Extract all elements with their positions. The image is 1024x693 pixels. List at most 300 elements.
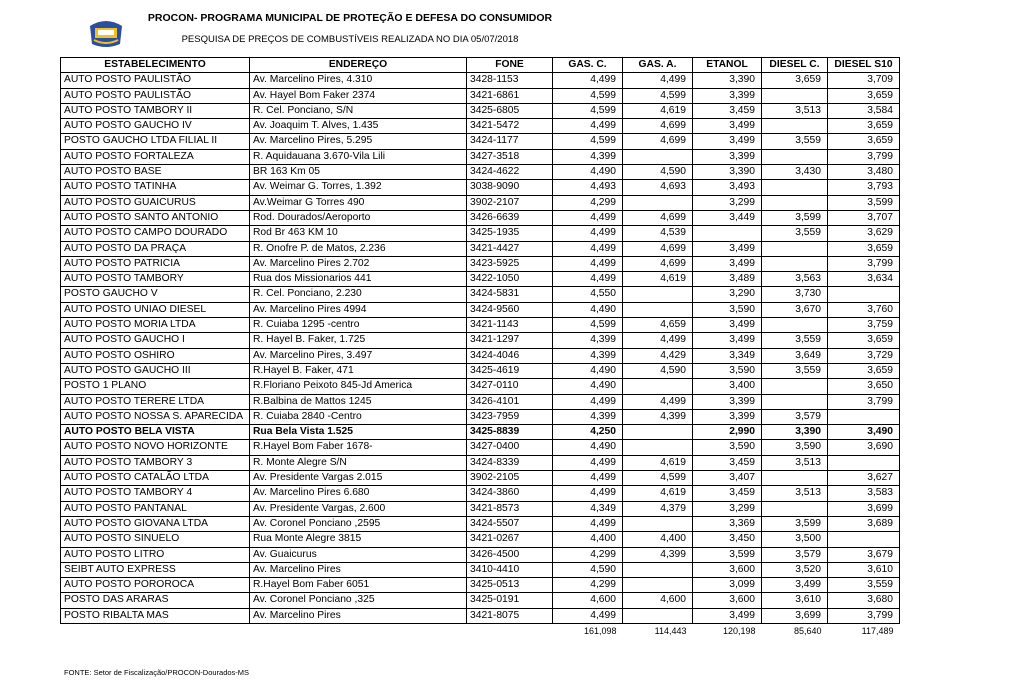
- cell-establishment: AUTO POSTO MORIA LTDA: [61, 318, 250, 333]
- table-row: [61, 379, 900, 394]
- cell-diesel-common: [762, 379, 828, 394]
- table-row: [61, 471, 900, 486]
- cell-gas-additive: 4,699: [623, 210, 693, 225]
- cell-ethanol: 3,590: [693, 363, 762, 378]
- cell-phone: 3421-4427: [467, 241, 553, 256]
- cell-gas-additive: 4,379: [623, 501, 693, 516]
- cell-ethanol: [693, 226, 762, 241]
- cell-establishment: AUTO POSTO PATRICIA: [61, 256, 250, 271]
- cell-gas-common: 4,499: [553, 241, 623, 256]
- total-gas-additive: 114,443: [654, 625, 687, 636]
- cell-ethanol: 3,499: [693, 241, 762, 256]
- cell-gas-additive: 4,599: [623, 88, 693, 103]
- cell-phone: 3423-5925: [467, 256, 553, 271]
- cell-diesel-s10: 3,610: [828, 562, 900, 577]
- table-row: [61, 119, 900, 134]
- table-row: [61, 333, 900, 348]
- cell-address: Av. Weimar G. Torres, 1.392: [250, 180, 467, 195]
- cell-establishment: AUTO POSTO SINUELO: [61, 532, 250, 547]
- total-diesel-common: 85,640: [793, 625, 822, 636]
- cell-gas-common: 4,349: [553, 501, 623, 516]
- cell-establishment: AUTO POSTO LITRO: [61, 547, 250, 562]
- cell-diesel-common: 3,579: [762, 409, 828, 424]
- cell-ethanol: 3,499: [693, 256, 762, 271]
- table-row: [61, 318, 900, 333]
- cell-establishment: AUTO POSTO FORTALEZA: [61, 149, 250, 164]
- cell-gas-common: 4,499: [553, 608, 623, 623]
- cell-ethanol: 3,399: [693, 88, 762, 103]
- cell-ethanol: 3,459: [693, 455, 762, 470]
- table-row: [61, 302, 900, 317]
- table-row: [61, 134, 900, 149]
- cell-phone: 3424-4622: [467, 165, 553, 180]
- cell-gas-additive: 4,619: [623, 272, 693, 287]
- cell-diesel-s10: 3,659: [828, 333, 900, 348]
- cell-phone: 3421-6861: [467, 88, 553, 103]
- column-header-diesel-s10: DIESEL S10: [828, 58, 900, 73]
- cell-gas-common: 4,490: [553, 379, 623, 394]
- table-row: [61, 272, 900, 287]
- cell-diesel-s10: 3,680: [828, 593, 900, 608]
- cell-diesel-common: 3,563: [762, 272, 828, 287]
- cell-diesel-s10: 3,650: [828, 379, 900, 394]
- cell-phone: 3424-9560: [467, 302, 553, 317]
- cell-diesel-common: 3,559: [762, 363, 828, 378]
- cell-gas-common: 4,499: [553, 119, 623, 134]
- cell-diesel-s10: 3,584: [828, 103, 900, 118]
- cell-diesel-common: 3,659: [762, 73, 828, 88]
- cell-ethanol: 3,369: [693, 516, 762, 531]
- cell-ethanol: 3,400: [693, 379, 762, 394]
- cell-establishment: POSTO GAUCHO LTDA FILIAL II: [61, 134, 250, 149]
- cell-diesel-s10: 3,629: [828, 226, 900, 241]
- cell-gas-additive: [623, 578, 693, 593]
- cell-gas-additive: 4,600: [623, 593, 693, 608]
- cell-ethanol: 3,599: [693, 547, 762, 562]
- cell-diesel-common: 3,500: [762, 532, 828, 547]
- cell-gas-common: 4,590: [553, 562, 623, 577]
- cell-gas-additive: 4,499: [623, 73, 693, 88]
- cell-establishment: AUTO POSTO BELA VISTA: [61, 425, 250, 440]
- cell-establishment: AUTO POSTO UNIAO DIESEL: [61, 302, 250, 317]
- cell-establishment: AUTO POSTO TAMBORY: [61, 272, 250, 287]
- cell-establishment: AUTO POSTO PAULISTÃO: [61, 88, 250, 103]
- total-address: [250, 623, 467, 638]
- table-row: [61, 516, 900, 531]
- cell-diesel-s10: 3,627: [828, 471, 900, 486]
- cell-gas-common: 4,299: [553, 547, 623, 562]
- table-row: [61, 348, 900, 363]
- table-row: [61, 149, 900, 164]
- cell-gas-common: 4,550: [553, 287, 623, 302]
- cell-address: R. Onofre P. de Matos, 2.236: [250, 241, 467, 256]
- cell-diesel-s10: 3,559: [828, 578, 900, 593]
- cell-address: R. Cuiaba 1295 -centro: [250, 318, 467, 333]
- cell-address: R. Cel. Ponciano, S/N: [250, 103, 467, 118]
- cell-gas-additive: [623, 379, 693, 394]
- cell-diesel-common: 3,559: [762, 134, 828, 149]
- cell-diesel-common: [762, 180, 828, 195]
- cell-address: R.Floriano Peixoto 845-Jd America: [250, 379, 467, 394]
- cell-diesel-s10: 3,699: [828, 501, 900, 516]
- cell-gas-common: 4,490: [553, 363, 623, 378]
- table-row: [61, 241, 900, 256]
- cell-diesel-s10: 3,793: [828, 180, 900, 195]
- cell-diesel-common: [762, 394, 828, 409]
- cell-gas-common: 4,399: [553, 149, 623, 164]
- cell-address: Av. Marcelino Pires, 4.310: [250, 73, 467, 88]
- cell-phone: 3426-4500: [467, 547, 553, 562]
- cell-gas-additive: 4,499: [623, 394, 693, 409]
- cell-gas-common: 4,499: [553, 226, 623, 241]
- document-title: PROCON- PROGRAMA MUNICIPAL DE PROTEÇÃO E DEFESA DO CONSUMIDOR: [147, 12, 553, 24]
- cell-establishment: AUTO POSTO GAUCHO IV: [61, 119, 250, 134]
- cell-diesel-s10: 3,659: [828, 241, 900, 256]
- cell-diesel-common: [762, 318, 828, 333]
- table-row: [61, 608, 900, 623]
- table-row: [61, 103, 900, 118]
- cell-ethanol: 3,450: [693, 532, 762, 547]
- cell-address: Rod Br 463 KM 10: [250, 226, 467, 241]
- cell-phone: 3425-0191: [467, 593, 553, 608]
- cell-address: R.Hayel Bom Faber 6051: [250, 578, 467, 593]
- cell-diesel-s10: 3,659: [828, 363, 900, 378]
- cell-address: Rod. Dourados/Aeroporto: [250, 210, 467, 225]
- cell-address: Av. Joaquim T. Alves, 1.435: [250, 119, 467, 134]
- cell-gas-additive: [623, 149, 693, 164]
- cell-gas-additive: 4,619: [623, 103, 693, 118]
- cell-phone: 3410-4410: [467, 562, 553, 577]
- cell-gas-additive: 4,399: [623, 547, 693, 562]
- cell-address: BR 163 Km 05: [250, 165, 467, 180]
- cell-diesel-common: 3,559: [762, 333, 828, 348]
- cell-establishment: AUTO POSTO TERERE LTDA: [61, 394, 250, 409]
- column-header-establishment: ESTABELECIMENTO: [61, 58, 250, 73]
- cell-ethanol: 3,499: [693, 134, 762, 149]
- cell-diesel-common: 3,610: [762, 593, 828, 608]
- cell-phone: 3424-8339: [467, 455, 553, 470]
- cell-diesel-common: 3,579: [762, 547, 828, 562]
- cell-gas-additive: 4,590: [623, 165, 693, 180]
- cell-address: Av. Marcelino Pires: [250, 562, 467, 577]
- cell-diesel-s10: 3,583: [828, 486, 900, 501]
- cell-address: Av. Coronel Ponciano ,325: [250, 593, 467, 608]
- cell-diesel-s10: 3,689: [828, 516, 900, 531]
- cell-diesel-common: 3,670: [762, 302, 828, 317]
- total-phone: [467, 623, 553, 638]
- cell-address: Av. Presidente Vargas 2.015: [250, 471, 467, 486]
- cell-gas-additive: 4,539: [623, 226, 693, 241]
- table-row: [61, 363, 900, 378]
- cell-establishment: AUTO POSTO SANTO ANTONIO: [61, 210, 250, 225]
- cell-address: Av. Presidente Vargas, 2.600: [250, 501, 467, 516]
- cell-establishment: AUTO POSTO NOVO HORIZONTE: [61, 440, 250, 455]
- cell-ethanol: 2,990: [693, 425, 762, 440]
- cell-phone: 3425-8839: [467, 425, 553, 440]
- cell-address: R.Hayel Bom Faber 1678-: [250, 440, 467, 455]
- cell-phone: 3427-0400: [467, 440, 553, 455]
- cell-ethanol: 3,499: [693, 333, 762, 348]
- cell-diesel-s10: [828, 287, 900, 302]
- cell-phone: 3425-4619: [467, 363, 553, 378]
- cell-establishment: AUTO POSTO TAMBORY 3: [61, 455, 250, 470]
- cell-phone: 3421-8573: [467, 501, 553, 516]
- cell-gas-additive: [623, 302, 693, 317]
- cell-gas-additive: 4,659: [623, 318, 693, 333]
- cell-phone: 3424-4046: [467, 348, 553, 363]
- cell-establishment: AUTO POSTO TAMBORY II: [61, 103, 250, 118]
- cell-gas-additive: [623, 195, 693, 210]
- cell-phone: 3425-1935: [467, 226, 553, 241]
- cell-diesel-common: 3,590: [762, 440, 828, 455]
- cell-ethanol: 3,290: [693, 287, 762, 302]
- cell-diesel-common: [762, 88, 828, 103]
- cell-phone: 3421-1143: [467, 318, 553, 333]
- cell-establishment: POSTO GAUCHO V: [61, 287, 250, 302]
- cell-phone: 3421-5472: [467, 119, 553, 134]
- cell-establishment: SEIBT AUTO EXPRESS: [61, 562, 250, 577]
- cell-phone: 3426-6639: [467, 210, 553, 225]
- cell-address: R. Hayel B. Faker, 1.725: [250, 333, 467, 348]
- cell-diesel-s10: 3,760: [828, 302, 900, 317]
- cell-establishment: AUTO POSTO NOSSA S. APARECIDA: [61, 409, 250, 424]
- cell-gas-common: 4,490: [553, 165, 623, 180]
- cell-diesel-common: 3,520: [762, 562, 828, 577]
- cell-diesel-s10: 3,490: [828, 425, 900, 440]
- cell-ethanol: 3,600: [693, 593, 762, 608]
- cell-address: Av. Marcelino Pires 4994: [250, 302, 467, 317]
- table-row: [61, 593, 900, 608]
- cell-establishment: POSTO RIBALTA MAS: [61, 608, 250, 623]
- cell-phone: 3427-0110: [467, 379, 553, 394]
- cell-gas-common: 4,499: [553, 394, 623, 409]
- cell-gas-common: 4,490: [553, 440, 623, 455]
- cell-phone: 3421-8075: [467, 608, 553, 623]
- cell-gas-additive: 4,699: [623, 256, 693, 271]
- cell-phone: 3902-2105: [467, 471, 553, 486]
- cell-address: Rua Monte Alegre 3815: [250, 532, 467, 547]
- cell-diesel-s10: [828, 532, 900, 547]
- cell-address: Av. Marcelino Pires, 3.497: [250, 348, 467, 363]
- cell-address: Rua dos Missionarios 441: [250, 272, 467, 287]
- cell-establishment: POSTO 1 PLANO: [61, 379, 250, 394]
- table-row: [61, 547, 900, 562]
- table-row: [61, 501, 900, 516]
- table-row: [61, 73, 900, 88]
- column-header-phone: FONE: [467, 58, 553, 73]
- cell-ethanol: 3,499: [693, 608, 762, 623]
- cell-address: Av. Hayel Bom Faker 2374: [250, 88, 467, 103]
- table-row: [61, 226, 900, 241]
- column-header-address: ENDEREÇO: [250, 58, 467, 73]
- cell-gas-common: 4,499: [553, 455, 623, 470]
- cell-gas-additive: 4,619: [623, 455, 693, 470]
- cell-phone: 3421-0267: [467, 532, 553, 547]
- cell-gas-common: 4,499: [553, 73, 623, 88]
- cell-gas-common: 4,399: [553, 409, 623, 424]
- cell-gas-additive: [623, 425, 693, 440]
- cell-gas-common: 4,499: [553, 516, 623, 531]
- cell-gas-additive: 4,429: [623, 348, 693, 363]
- cell-diesel-common: [762, 256, 828, 271]
- cell-establishment: AUTO POSTO OSHIRO: [61, 348, 250, 363]
- cell-diesel-s10: [828, 409, 900, 424]
- cell-diesel-common: 3,599: [762, 516, 828, 531]
- cell-phone: 3421-1297: [467, 333, 553, 348]
- cell-diesel-s10: 3,729: [828, 348, 900, 363]
- cell-diesel-s10: 3,659: [828, 134, 900, 149]
- table-row: [61, 455, 900, 470]
- table-row: [61, 425, 900, 440]
- cell-diesel-common: 3,649: [762, 348, 828, 363]
- cell-establishment: AUTO POSTO TATINHA: [61, 180, 250, 195]
- cell-gas-common: 4,600: [553, 593, 623, 608]
- cell-phone: 3425-6805: [467, 103, 553, 118]
- cell-diesel-s10: 3,707: [828, 210, 900, 225]
- cell-establishment: AUTO POSTO PAULISTÃO: [61, 73, 250, 88]
- totals-row: [61, 623, 900, 638]
- cell-gas-additive: 4,590: [623, 363, 693, 378]
- cell-diesel-s10: [828, 455, 900, 470]
- cell-diesel-common: 3,559: [762, 226, 828, 241]
- cell-diesel-common: 3,499: [762, 578, 828, 593]
- cell-gas-additive: 4,400: [623, 532, 693, 547]
- cell-diesel-s10: 3,634: [828, 272, 900, 287]
- cell-diesel-common: 3,599: [762, 210, 828, 225]
- cell-address: R. Cel. Ponciano, 2.230: [250, 287, 467, 302]
- cell-gas-additive: [623, 516, 693, 531]
- cell-ethanol: 3,590: [693, 302, 762, 317]
- cell-ethanol: 3,390: [693, 165, 762, 180]
- total-ethanol: 120,198: [722, 625, 756, 636]
- cell-ethanol: 3,099: [693, 578, 762, 593]
- cell-ethanol: 3,459: [693, 486, 762, 501]
- cell-ethanol: 3,459: [693, 103, 762, 118]
- cell-ethanol: 3,390: [693, 73, 762, 88]
- cell-diesel-common: 3,513: [762, 486, 828, 501]
- cell-diesel-common: [762, 119, 828, 134]
- cell-establishment: AUTO POSTO CAMPO DOURADO: [61, 226, 250, 241]
- cell-diesel-s10: 3,690: [828, 440, 900, 455]
- cell-ethanol: 3,407: [693, 471, 762, 486]
- table-row: [61, 256, 900, 271]
- cell-establishment: AUTO POSTO POROROCA: [61, 578, 250, 593]
- cell-establishment: AUTO POSTO GAUCHO I: [61, 333, 250, 348]
- table-row: [61, 532, 900, 547]
- cell-gas-common: 4,399: [553, 333, 623, 348]
- cell-gas-additive: 4,699: [623, 134, 693, 149]
- cell-establishment: AUTO POSTO GAUCHO III: [61, 363, 250, 378]
- cell-phone: 3424-3860: [467, 486, 553, 501]
- cell-ethanol: 3,449: [693, 210, 762, 225]
- table-header-row: [61, 58, 900, 73]
- cell-phone: 3423-7959: [467, 409, 553, 424]
- cell-gas-additive: 4,399: [623, 409, 693, 424]
- cell-ethanol: 3,349: [693, 348, 762, 363]
- cell-gas-common: 4,599: [553, 318, 623, 333]
- cell-gas-common: 4,400: [553, 532, 623, 547]
- table-row: [61, 394, 900, 409]
- cell-phone: 3424-5507: [467, 516, 553, 531]
- cell-ethanol: 3,299: [693, 195, 762, 210]
- cell-gas-common: 4,599: [553, 134, 623, 149]
- cell-ethanol: 3,399: [693, 394, 762, 409]
- cell-ethanol: 3,399: [693, 149, 762, 164]
- cell-establishment: AUTO POSTO PANTANAL: [61, 501, 250, 516]
- cell-diesel-common: [762, 501, 828, 516]
- cell-phone: 3038-9090: [467, 180, 553, 195]
- cell-address: Av. Guaicurus: [250, 547, 467, 562]
- cell-gas-common: 4,499: [553, 486, 623, 501]
- cell-phone: 3424-5831: [467, 287, 553, 302]
- cell-ethanol: 3,299: [693, 501, 762, 516]
- cell-diesel-s10: 3,480: [828, 165, 900, 180]
- cell-address: R. Cuiaba 2840 -Centro: [250, 409, 467, 424]
- cell-address: R.Hayel B. Faker, 471: [250, 363, 467, 378]
- cell-diesel-common: 3,430: [762, 165, 828, 180]
- cell-diesel-common: 3,699: [762, 608, 828, 623]
- cell-diesel-common: 3,390: [762, 425, 828, 440]
- cell-ethanol: 3,590: [693, 440, 762, 455]
- column-header-diesel-common: DIESEL C.: [762, 58, 828, 73]
- cell-address: Av. Marcelino Pires: [250, 608, 467, 623]
- cell-phone: 3424-1177: [467, 134, 553, 149]
- cell-diesel-s10: 3,799: [828, 256, 900, 271]
- cell-gas-additive: 4,599: [623, 471, 693, 486]
- source-footer: FONTE: Setor de Fiscalização/PROCON-Dourados-MS: [64, 668, 250, 677]
- cell-ethanol: 3,499: [693, 318, 762, 333]
- cell-gas-additive: 4,499: [623, 333, 693, 348]
- cell-gas-common: 4,499: [553, 272, 623, 287]
- cell-gas-additive: 4,699: [623, 119, 693, 134]
- cell-diesel-s10: 3,659: [828, 119, 900, 134]
- cell-diesel-common: [762, 241, 828, 256]
- table-row: [61, 180, 900, 195]
- cell-establishment: AUTO POSTO GIOVANA LTDA: [61, 516, 250, 531]
- cell-diesel-s10: 3,759: [828, 318, 900, 333]
- cell-address: R. Monte Alegre S/N: [250, 455, 467, 470]
- cell-address: Av.Weimar G Torres 490: [250, 195, 467, 210]
- cell-gas-common: 4,599: [553, 88, 623, 103]
- cell-gas-additive: [623, 287, 693, 302]
- cell-diesel-common: 3,513: [762, 103, 828, 118]
- table-row: [61, 210, 900, 225]
- cell-diesel-common: 3,513: [762, 455, 828, 470]
- cell-diesel-s10: 3,679: [828, 547, 900, 562]
- cell-establishment: AUTO POSTO BASE: [61, 165, 250, 180]
- cell-phone: 3422-1050: [467, 272, 553, 287]
- cell-gas-additive: [623, 608, 693, 623]
- cell-establishment: POSTO DAS ARARAS: [61, 593, 250, 608]
- cell-address: Av. Coronel Ponciano ,2595: [250, 516, 467, 531]
- document-subtitle: PESQUISA DE PREÇOS DE COMBUSTÍVEIS REALIZADA NO DIA 05/07/2018: [181, 34, 519, 45]
- cell-diesel-s10: 3,709: [828, 73, 900, 88]
- total-establishment: [61, 623, 250, 638]
- table-row: [61, 486, 900, 501]
- cell-gas-additive: 4,693: [623, 180, 693, 195]
- cell-gas-common: 4,490: [553, 302, 623, 317]
- cell-gas-common: 4,599: [553, 103, 623, 118]
- cell-gas-common: 4,250: [553, 425, 623, 440]
- cell-diesel-common: [762, 471, 828, 486]
- cell-ethanol: 3,493: [693, 180, 762, 195]
- cell-gas-common: 4,299: [553, 578, 623, 593]
- column-header-gas-common: GAS. C.: [553, 58, 623, 73]
- cell-gas-common: 4,493: [553, 180, 623, 195]
- cell-gas-additive: 4,619: [623, 486, 693, 501]
- cell-diesel-s10: 3,599: [828, 195, 900, 210]
- cell-gas-common: 4,499: [553, 256, 623, 271]
